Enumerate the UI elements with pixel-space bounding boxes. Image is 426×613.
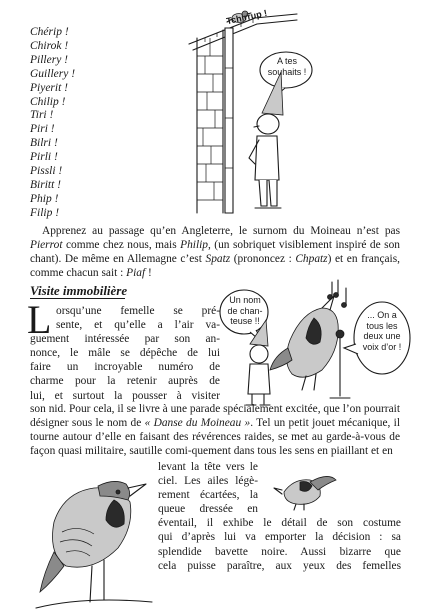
singing-sparrow — [270, 296, 338, 390]
cry-item: Tiri ! — [30, 109, 54, 122]
text-line: ciel. Les ailes légè- — [158, 475, 258, 488]
drop-cap: L — [27, 297, 52, 342]
nickname-philip: Philip — [180, 239, 208, 252]
bubble-text-souhaits: A tes souhaits ! — [267, 56, 307, 77]
cry-item: Pillery ! — [30, 53, 68, 66]
danse-du-moineau: « Danse du Moineau » — [144, 417, 251, 430]
text-line: faire un incroyable numéro de — [30, 361, 220, 374]
text-line: guement intéressée par son an- — [30, 333, 220, 346]
cry-item: Biritt ! — [30, 178, 61, 191]
text-line: queue dressée en — [158, 503, 258, 516]
text-line: éventail, il exhibe le détail de son costume — [158, 517, 401, 530]
cry-item: Chirok ! — [30, 39, 69, 52]
text-line: rement écartées, la — [158, 489, 258, 502]
section-title: Visite immobilière — [30, 283, 128, 298]
nickname-piaf: Piaf — [126, 267, 146, 280]
intro-paragraph: Apprenez au passage qu’en Angleterre, le surnom du Moineau n’est pas Pierrot comme chez nous, mais Philip, (un sobriquet visiblement inspiré de son chant). De même en Allemagne c’est Spatz (prononcez : Chpatz) et en français, comme chacun sait : Piaf ! — [30, 225, 401, 280]
text-line: sente, et qu’elle a l’air va- — [56, 319, 220, 332]
music-notes — [328, 280, 347, 308]
text-line: cela puisse paraître, aux yeux des femelles — [158, 559, 401, 572]
gnome-figure — [249, 72, 283, 208]
text-line: qui d’après lui va emporter la décision : sa — [158, 531, 401, 544]
tchirrup-sound: Tchirrup ! — [225, 7, 268, 27]
bubble-text-chanteuse: Un nom de chan-teuse !! — [227, 295, 263, 326]
cry-item: Pirli ! — [30, 151, 58, 164]
wide-paragraph: son nid. Pour cela, il se livre à une parade spécialement excitée, que l’on pourrait désigner sous le nom de « Danse du Moineau ». Tel un petit jouet mécanique, il tourne autour d’elle en faisant des révérences raides, se met au garde-à-vous de façon quasi militaire, sautille comi-quement dans tous les sens en piaillant et en — [30, 403, 400, 458]
right-column — [158, 460, 401, 573]
bubble-text-voix-or: ... On a tous les deux une voix d’or ! — [362, 310, 402, 352]
text-line: nonce, le mâle se dépêche de lui — [30, 347, 220, 360]
brick-wall — [197, 30, 223, 213]
text-line: lui, et surtout la pousser à visiter — [30, 389, 220, 402]
text-line: levant la tête vers le — [158, 461, 258, 473]
cry-item: Piri ! — [30, 123, 55, 136]
nickname-pierrot: Pierrot — [30, 239, 63, 252]
cry-item: Bilri ! — [30, 137, 58, 150]
text-line: splendide bavette noire. Aussi bizarre que — [158, 545, 401, 558]
sparrow-cries-list — [30, 26, 150, 221]
drainpipe — [225, 28, 233, 213]
cry-item: Phip ! — [30, 192, 59, 205]
cry-item: Pissli ! — [30, 165, 63, 178]
cry-item: Chilip ! — [30, 95, 66, 108]
text-line: orsqu’une femelle se pré- — [56, 305, 220, 317]
cry-item: Guillery ! — [30, 67, 76, 80]
pronunciation-chpatz: Chpatz — [295, 253, 328, 266]
cry-item: Filip ! — [30, 206, 60, 219]
top-illustration — [185, 8, 415, 223]
text-line: charme pour la retenir auprès de — [30, 375, 220, 388]
bottom-sparrow-illustration — [34, 462, 154, 610]
cry-item: Chérip ! — [30, 26, 69, 38]
narrow-column — [30, 304, 220, 403]
cry-item: Piyerit ! — [30, 81, 68, 94]
nickname-spatz: Spatz — [205, 253, 231, 266]
